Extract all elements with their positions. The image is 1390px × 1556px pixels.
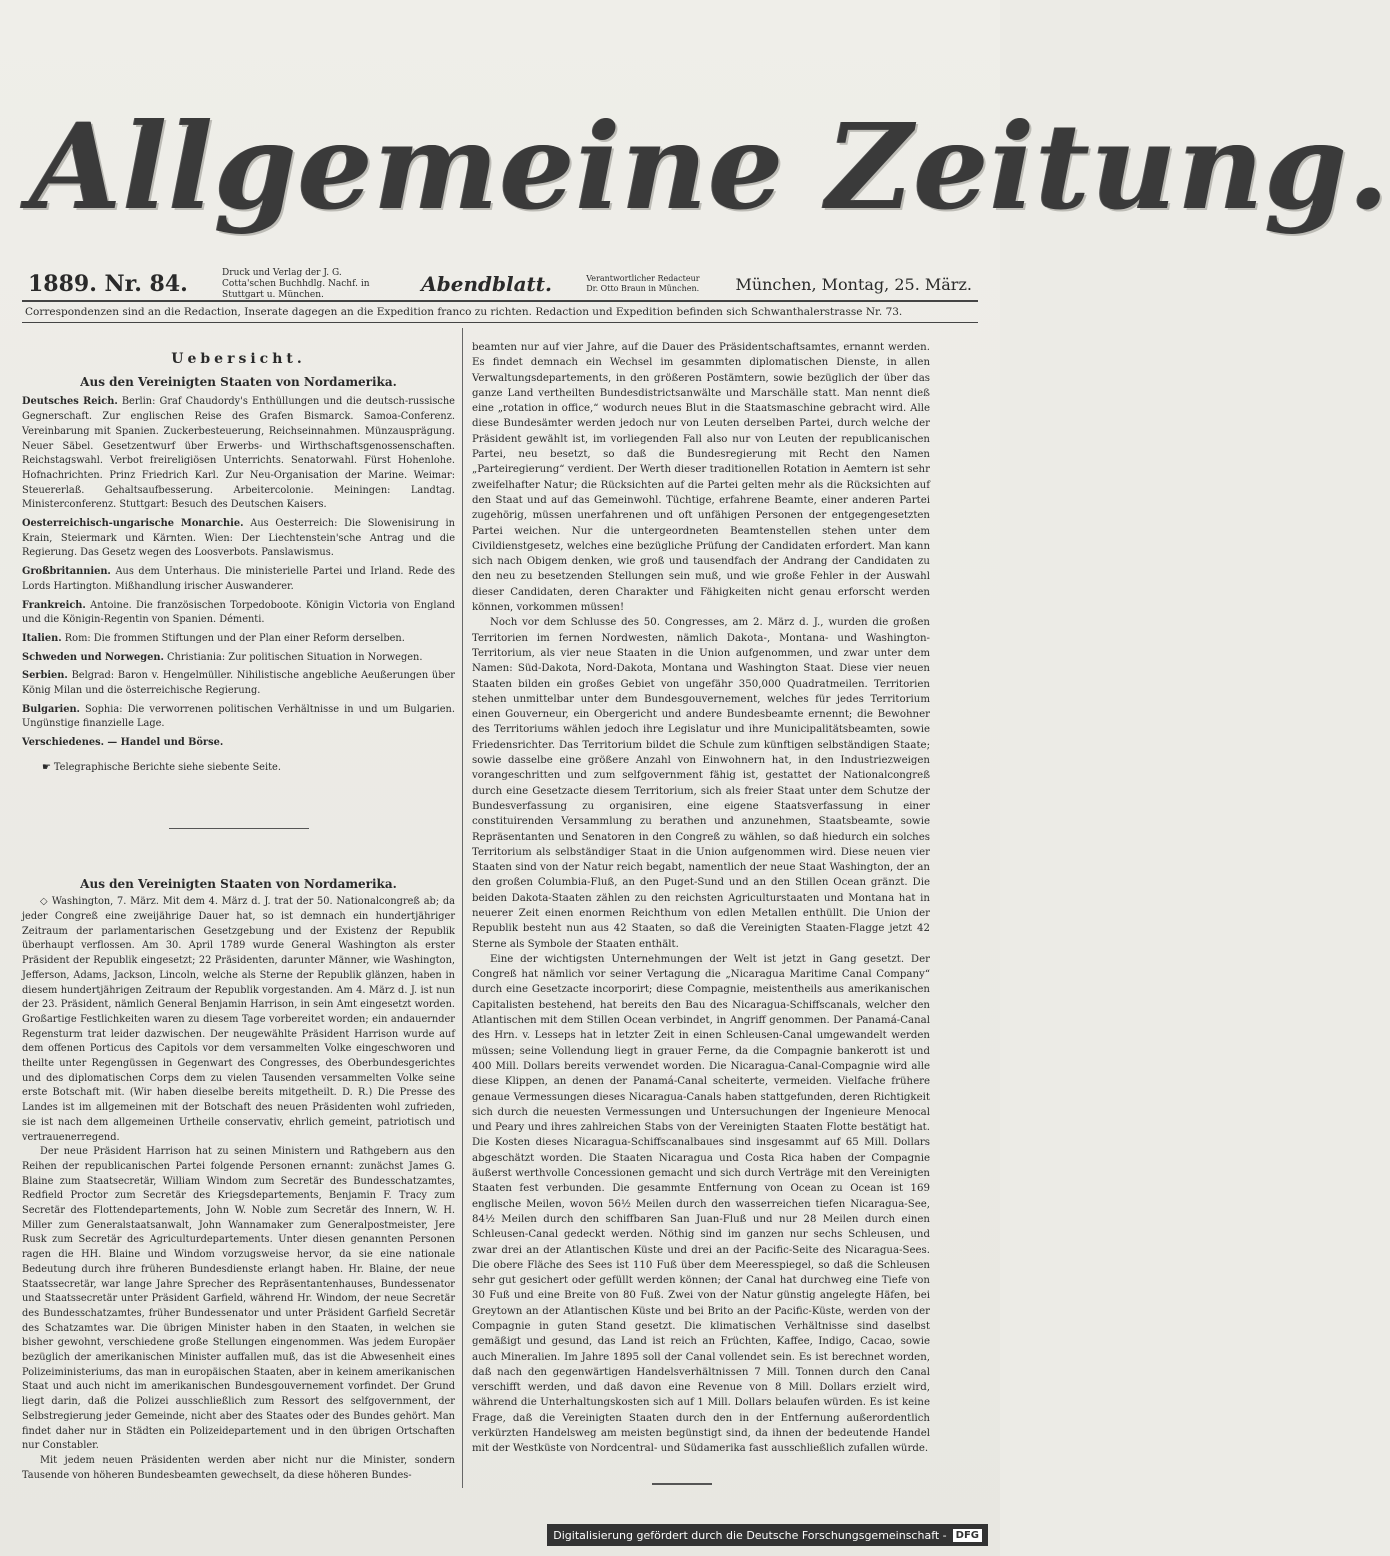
article-left-text	[22, 895, 455, 1483]
overview-item	[22, 517, 455, 561]
publisher-line: Druck und Verlag der J. G. Cotta'schen Buchhdlg. Nachf. in Stuttgart u. München.	[222, 267, 370, 300]
masthead-title: Allgemeine Zeitung.	[30, 97, 1390, 236]
digitization-footer	[547, 1524, 988, 1546]
overview-item-label: Schweden und Norwegen.	[22, 651, 164, 663]
overview-item-text: Sophia: Die verworrenen politischen Verhältnisse in und um Bulgarien. Ungünstige finanzielle Lage.	[22, 703, 455, 730]
article-paragraph: Mit jedem neuen Präsidenten werden aber nicht nur die Minister, sondern Tausende von höheren Bundesbeamten gewechselt, da diese höheren Bundes-	[22, 1455, 455, 1481]
overview-item-label: Deutsches Reich.	[22, 396, 118, 408]
top-rule	[22, 300, 978, 302]
end-rule	[652, 1483, 712, 1485]
overview-item-text: Rom: Die frommen Stiftungen und der Plan einer Reform derselben.	[64, 632, 405, 644]
article-paragraph: Der neue Präsident Harrison hat zu seinen Ministern und Rathgebern aus den Reihen der republicanischen Partei folgende Personen ernannt: zunächst James G. Blaine zum Staatsecretär, William Windom zum Secretär des Bundesschatzamtes, Redfield Proctor zum Secretär des Kriegsdepartements, Benjamin F. Tracy zum Secretär des Flottendepartements, John W. Noble zum Secretär des Innern, W. H. Miller zum Generalstaatsanwalt, John Wannamaker zum Generalpostmeister, Jere Rusk zum Secretär des Agriculturdepartements. Unter diesen genannten Personen ragen die HH. Blaine und Windom vorzugsweise hervor, da sie eine nationale Bedeutung durch ihre früheren Bundesdienste erlangt haben. Hr. Blaine, der neue Staatssecretär, war lange Jahre Sprecher des Repräsentantenhauses, Bundessenator und Staatssecretär unter Präsident Garfield, während Hr. Windom, der neue Secretär des Bundesschatzamtes, früher Bundessenator und unter Präsident Garfield Secretär des Schatzamtes war. Die übrigen Minister haben in den Staaten, in welchen sie bisher gewohnt, verschiedene große Stellungen eingenommen. Was jedem Europäer bezüglich der amerikanischen Minister auffallen muß, das ist die Abwesenheit eines Polizeiministeriums, das man in europäischen Staaten, aber in keinem amerikanischen Staat und auch nicht im amerikanischen Bundesgouvernement vorfindet. Der Grund liegt darin, daß die Polizei ausschließlich zum Ressort des selfgovernment, der Selbstregierung jeder Gemeinde, nicht aber des Staates oder des Bundes gehört. Man findet daher nur in Städten ein Polizeidepartement und in den übrigen Ortschaften nur Constabler.	[22, 1146, 455, 1452]
overview-item	[22, 651, 455, 666]
overview-item	[22, 632, 455, 647]
overview-item	[22, 736, 455, 751]
section-divider	[169, 828, 309, 829]
overview-item-label: Italien.	[22, 632, 62, 644]
article-paragraph: Noch vor dem Schlusse des 50. Congresses, am 2. März d. J., wurden die großen Territorien im fernen Nordwesten, nämlich Dakota-, Montana- und Washington-Territorium, als vier neue Staaten in die Union aufgenommen, und zwar unter dem Namen: Süd-Dakota, Nord-Dakota, Montana und Washington Staat. Diese vier neuen Staaten bilden ein großes Gebiet von ungefähr 350,000 Quadratmeilen. Territorien stehen unmittelbar unter dem Bundesgouvernement, welches für jedes Territorium einen Gouverneur, ein Obergericht und andere Bundesbeamte ernennt; die Bewohner des Territoriums wählen jedoch ihre Legislatur und ihre Municipalitätsbeamten, sowie Friedensrichter. Das Territorium bildet die Schule zum künftigen selbständigen Staate; sowie dasselbe eine größere Anzahl von Einwohnern hat, in den Industriezweigen vorangeschritten und zum selfgovernment fähig ist, gestattet der Nationalcongreß durch eine Gesetzacte diesem Territorium, sich als freier Staat unter dem Schutze der Bundesverfassung zu organisiren, eine eigene Staatsverfassung in einer constituirenden Versammlung zu berathen und anzunehmen, Staatsbeamte, sowie Repräsentanten und Senatoren in den Congreß zu wählen, so daß hiedurch ein solches Territorium als selbständiger Staat in die Union aufgenommen wird. Diese neuen vier Staaten sind von der Natur reich begabt, namentlich der neue Staat Washington, der an den großen Columbia-Fluß, an den Puget-Sund und an den Stillen Ocean gränzt. Die beiden Dakota-Staaten zählen zu den reichsten Agriculturstaaten und Montana hat in neuerer Zeit einen enormen Reichthum von edlen Metallen enthüllt. Die Union der Republik besteht nun aus 42 Staaten, so daß die Vereinigten Staaten-Flagge jetzt 42 Sterne als Symbole der Staaten enthält.	[472, 617, 930, 950]
overview-item	[22, 395, 455, 513]
overview-heading: Uebersicht.	[171, 351, 306, 367]
overview-item-label: Bulgarien.	[22, 703, 80, 715]
edition-label: Abendblatt.	[421, 272, 552, 296]
overview-item	[22, 669, 455, 698]
overview-item-label: Oesterreichisch-ungarische Monarchie.	[22, 518, 244, 530]
correspondence-notice: Correspondenzen sind an die Redaction, Inserate dagegen an die Expedition franco zu richten. Redaction und Expedition befinden sich Schwanthalerstrasse Nr. 73.	[25, 306, 903, 318]
notice-rule	[22, 322, 978, 323]
overview-item-text: Christiania: Zur politischen Situation in Norwegen.	[167, 651, 423, 663]
overview-list	[22, 395, 455, 750]
article-title: Aus den Vereinigten Staaten von Nordamerika.	[80, 876, 397, 891]
overview-item-text: Belgrad: Baron v. Hengelmüller. Nihilistische angebliche Aeußerungen über König Milan und die österreichische Regierung.	[22, 670, 455, 697]
overview-item-label: Frankreich.	[22, 599, 86, 611]
dfg-logo: DFG	[953, 1529, 982, 1542]
overview-item-text: Aus dem Unterhaus. Die ministerielle Partei und Irland. Rede des Lords Hartington. Mißhandlung irischer Auswanderer.	[22, 566, 455, 592]
column-divider	[462, 328, 463, 1488]
overview-item-label: Großbritannien.	[22, 566, 111, 578]
editor-line: Verantwortlicher Redacteur Dr. Otto Braun in München.	[586, 274, 700, 293]
overview-item-label: Serbien.	[22, 670, 68, 682]
overview-item-text: Berlin: Graf Chaudordy's Enthüllungen und die deutsch-russische Gegnerschaft. Zur englischen Reise des Grafen Bismarck. Samoa-Conferenz. Vereinbarung mit Spanien. Zuckerbesteuerung, Reichseinnahmen. Münzausprägung. Neuer Säbel. Gesetzentwurf über Erwerbs- und Wirthschaftsgenossenschaften. Reichstagswahl. Verbot freireligiösen Unterrichts. Senatorwahl. Fürst Hohenlohe. Hofnachrichten. Prinz Friedrich Karl. Zur Neu-Organisation der Marine. Weimar: Steuererlaß. Gehaltsaufbesserung. Arbeitercolonie. Meiningen: Landtag. Ministerconferenz. Stuttgart: Besuch des Deutschen Kaisers.	[22, 396, 455, 511]
dateline	[28, 268, 972, 300]
overview-item	[22, 599, 455, 628]
place-date: München, Montag, 25. März.	[735, 274, 972, 294]
left-column	[22, 330, 455, 1483]
overview-item-text: Aus Oesterreich: Die Slowenisirung in Krain, Steiermark und Kärnten. Wien: Der Liechtenstein'sche Antrag und die Regierung. Das Gesetz wegen des Loosverbots. Panslawismus.	[22, 518, 455, 559]
footer-text: Digitalisierung gefördert durch die Deutsche Forschungsgemeinschaft -	[553, 1528, 947, 1542]
article-paragraph: beamten nur auf vier Jahre, auf die Dauer des Präsidentschaftsamtes, ernannt werden. Es findet demnach ein Wechsel im gesammten diplomatischen Dienste, in allen Verwaltungsdepartements, in den größeren Postämtern, sowie bezüglich der über das ganze Land vertheilten Bundesdistrictsanwälte und Marschälle statt. Man nennt dieß eine „rotation in office,“ wodurch neues Blut in die Staatsmaschine gebracht wird. Alle diese Bundesämter werden jedoch nur von Leuten derselben Partei, durch welche der Präsident gewählt ist, im vorliegenden Fall also nur von Leuten der republicanischen Partei, neu besetzt, so daß die Bundesregierung mit Recht den Namen „Parteiregierung“ verdient. Der Werth dieser traditionellen Rotation in Aemtern ist sehr zweifelhafter Natur; die Rücksichten auf die Partei gelten mehr als die Rücksichten auf den Staat und auf das Gemeinwohl. Tüchtige, erfahrene Beamte, einer anderen Partei zugehörig, müssen unerfahrenen und oft unfähigen Personen der entgegengesetzten Partei weichen. Nur die untergeordneten Beamtenstellen stehen unter dem Civildienstgesetz, welches eine bezügliche Prüfung der Candidaten erfordert. Man kann sich nach Obigem denken, wie groß und tausendfach der Andrang der Candidaten zu den neu zu besetzenden Stellungen sein muß, und wie große Fehler in der Auswahl dieser Candidaten, deren Charakter und Fähigkeiten nicht genau erforscht werden können, vorkommen müssen!	[472, 342, 930, 614]
right-column	[472, 340, 930, 1485]
telegraph-note: ☛ Telegraphische Berichte siehe siebente Seite.	[42, 761, 281, 773]
article-paragraph: Eine der wichtigsten Unternehmungen der Welt ist jetzt in Gang gesetzt. Der Congreß hat nämlich vor seiner Vertagung die „Nicaragua Maritime Canal Company“ durch eine Gesetzacte incorporirt; diese Compagnie, meistentheils aus amerikanischen Capitalisten bestehend, hat bereits den Bau des Nicaragua-Schiffscanals, welcher den Atlantischen mit dem Stillen Ocean verbindet, in Angriff genommen. Der Panamá-Canal des Hrn. v. Lesseps hat in letzter Zeit in einen Schleusen-Canal umgewandelt werden müssen; seine Vollendung liegt in grauer Ferne, da die Compagnie bankerott ist und 400 Mill. Dollars bereits verwendet worden. Die Nicaragua-Canal-Compagnie wird alle diese Klippen, an denen der Panamá-Canal scheiterte, vermeiden. Vielfache frühere genaue Vermessungen dieses Nicaragua-Canals haben stattgefunden, deren Richtigkeit sich durch die neuesten Vermessungen und Untersuchungen der Ingenieure Menocal und Peary und ihres zahlreichen Stabs von der Vereinigten Staaten Flotte bestätigt hat. Die Kosten dieses Nicaragua-Schiffscanalbaues sind insgesammt auf 65 Mill. Dollars abgeschätzt worden. Die Staaten Nicaragua und Costa Rica haben der Compagnie äußerst werthvolle Concessionen gemacht und sich durch Verträge mit den Vereinigten Staaten fest verbunden. Die gesammte Entfernung von Ocean zu Ocean ist 169 englische Meilen, wovon 56½ Meilen durch den wasserreichen tiefen Nicaragua-See, 84½ Meilen durch den schiffbaren San Juan-Fluß und nur 28 Meilen durch einen Schleusen-Canal gedeckt werden. Nöthig sind im ganzen nur sechs Schleusen, und zwar drei an der Atlantischen Küste und drei an der Pacific-Seite des Nicaragua-Sees. Die obere Fläche des Sees ist 110 Fuß über dem Meeresspiegel, so daß die Schleusen sehr gut gesichert oder gefüllt werden können; der Canal hat durchweg eine Tiefe von 30 Fuß und eine Breite von 80 Fuß. Zwei von der Natur günstig angelegte Häfen, bei Greytown an der Atlantischen Küste und bei Brito an der Pacific-Küste, werden von der Compagnie in guten Stand gesetzt. Die klimatischen Verhältnisse sind daselbst gemäßigt und gesund, das Land ist reich an Früchten, Kaffee, Indigo, Cacao, sowie auch Mineralien. Im Jahre 1895 soll der Canal vollendet sein. Es ist berechnet worden, daß nach den gegenwärtigen Handelsverhältnissen 7 Mill. Tonnen durch den Canal verschifft werden, und daß davon eine Revenue von 8 Mill. Dollars erzielt wird, während die Unterhaltungskosten sich auf 1 Mill. Dollars belaufen würden. Es ist keine Frage, daß die Vereinigten Staaten durch den in der Entfernung außerordentlich verkürzten Handelsweg am meisten begünstigt sind, da ihnen der bedeutende Handel mit der Westküste von Nordcentral- und Südamerika fast ausschließlich zufallen würde.	[472, 953, 930, 1455]
overview-subheading: Aus den Vereinigten Staaten von Nordamerika.	[80, 374, 397, 389]
overview-item	[22, 703, 455, 732]
overview-item	[22, 565, 455, 594]
article-right-text	[472, 340, 930, 1457]
issue-number: 1889. Nr. 84.	[28, 271, 188, 297]
overview-item-text: Antoine. Die französischen Torpedoboote. Königin Victoria von England und die Königin-Regentin von Spanien. Démenti.	[22, 599, 455, 626]
overview-item-label: Verschiedenes. — Handel und Börse.	[22, 737, 224, 749]
article-paragraph: ◇ Washington, 7. März. Mit dem 4. März d. J. trat der 50. Nationalcongreß ab; da jeder Congreß eine zweijährige Dauer hat, so ist demnach ein hundertjähriger Zeitraum der parlamentarischen Gesetzgebung und der Existenz der Republik überhaupt verflossen. Am 30. April 1789 wurde General Washington als erster Präsident der Republik eingesetzt; 22 Präsidenten, darunter Männer, wie Washington, Jefferson, Adams, Jackson, Lincoln, welche als Sterne der Republik glänzen, haben in diesem hundertjährigen Zeitraum der Republik vorgestanden. Am 4. März d. J. ist nun der 23. Präsident, nämlich General Benjamin Harrison, in sein Amt eingesetzt worden. Großartige Festlichkeiten waren zu diesem Tage vorbereitet worden; ein andauernder Regensturm trat leider dazwischen. Der neugewählte Präsident Harrison wurde auf dem offenen Porticus des Capitols vor dem versammelten Volke eingeschworen und theilte unter Regengüssen in Gegenwart des Congresses, des Oberbundesgerichtes und des diplomatischen Corps dem zu vielen Tausenden versammelten Volke seine erste Botschaft mit. (Wir haben dieselbe bereits mitgetheilt. D. R.) Die Presse des Landes ist im allgemeinen mit der Botschaft des neuen Präsidenten wohl zufrieden, sie ist nach dem allgemeinen Urtheile conservativ, ehrlich gemeint, patriotisch und vertrauenerregend.	[22, 896, 455, 1143]
